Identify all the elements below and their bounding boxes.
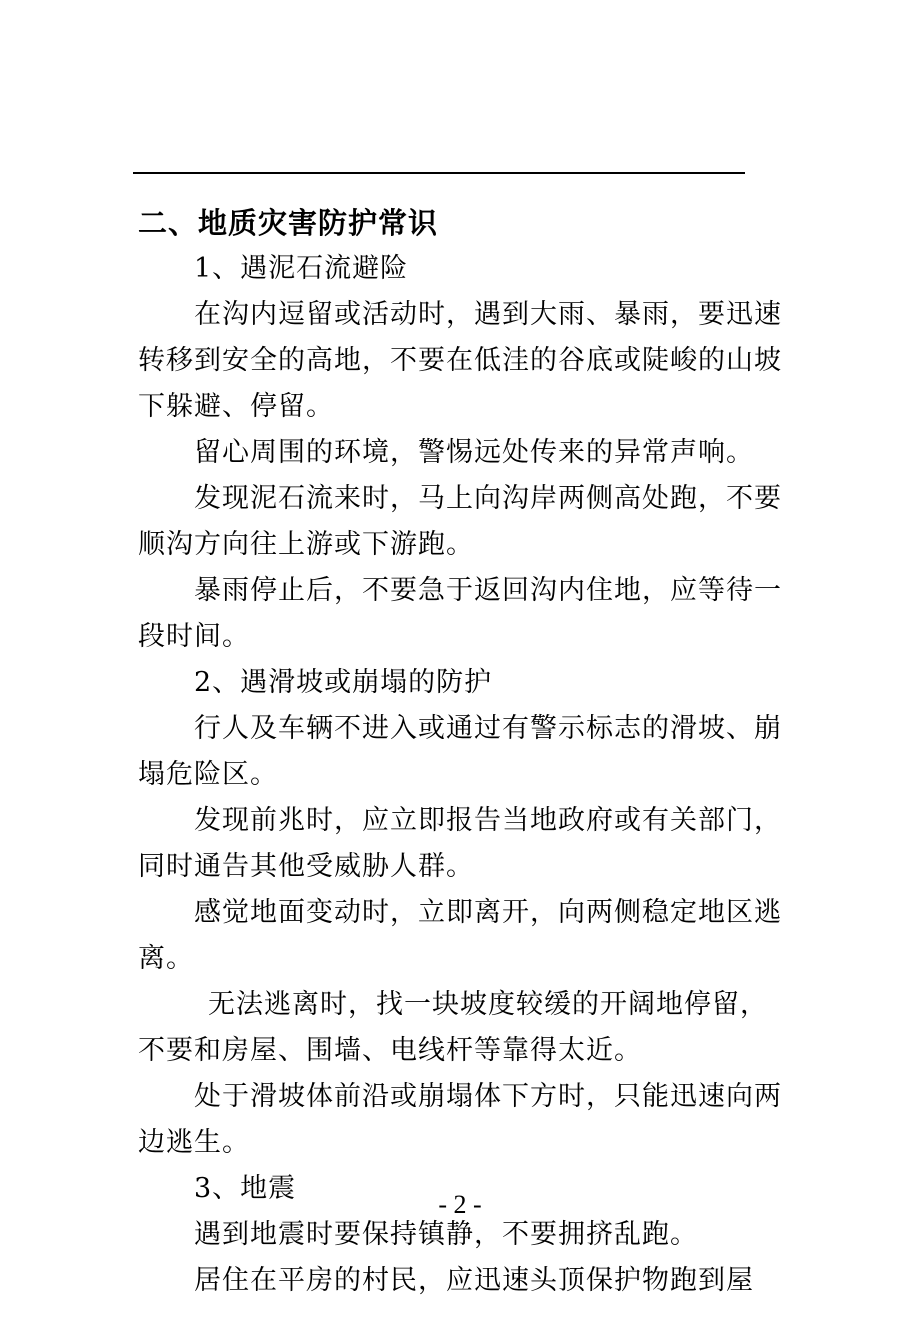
subsection-title-mudslide: 1、遇泥石流避险 [194,253,409,284]
paragraph: 留心周围的环境，警惕远处传来的异常声响。 [194,437,754,468]
paragraph: 感觉地面变动时，立即离开，向两侧稳定地区逃离。 [138,897,782,974]
paragraph: 发现泥石流来时，马上向沟岸两侧高处跑，不要顺沟方向往上游或下游跑。 [138,483,782,560]
paragraph: 遇到地震时要保持镇静，不要拥挤乱跑。 [194,1219,698,1250]
paragraph: 处于滑坡体前沿或崩塌体下方时，只能迅速向两边逃生。 [138,1081,782,1158]
document-body [138,200,788,1304]
paragraph: 居住在平房的村民，应迅速头顶保护物跑到屋 [194,1265,754,1296]
paragraph: 在沟内逗留或活动时，遇到大雨、暴雨，要迅速转移到安全的高地，不要在低洼的谷底或陡峻的山坡下躲避、停留。 [138,299,782,422]
subsection-title-landslide: 2、遇滑坡或崩塌的防护 [194,667,493,698]
section-title: 二、地质灾害防护常识 [138,206,439,240]
subsection-title-earthquake: 3、地震 [194,1173,297,1204]
paragraph: 行人及车辆不进入或通过有警示标志的滑坡、崩塌危险区。 [138,713,782,790]
paragraph: 暴雨停止后，不要急于返回沟内住地，应等待一段时间。 [138,575,782,652]
paragraph: 发现前兆时，应立即报告当地政府或有关部门，同时通告其他受威胁人群。 [138,805,782,882]
header-rule [133,172,745,174]
page-number: - 2 - [438,1190,482,1219]
paragraph: 无法逃离时，找一块坡度较缓的开阔地停留，不要和房屋、围墙、电线杆等靠得太近。 [138,989,768,1066]
